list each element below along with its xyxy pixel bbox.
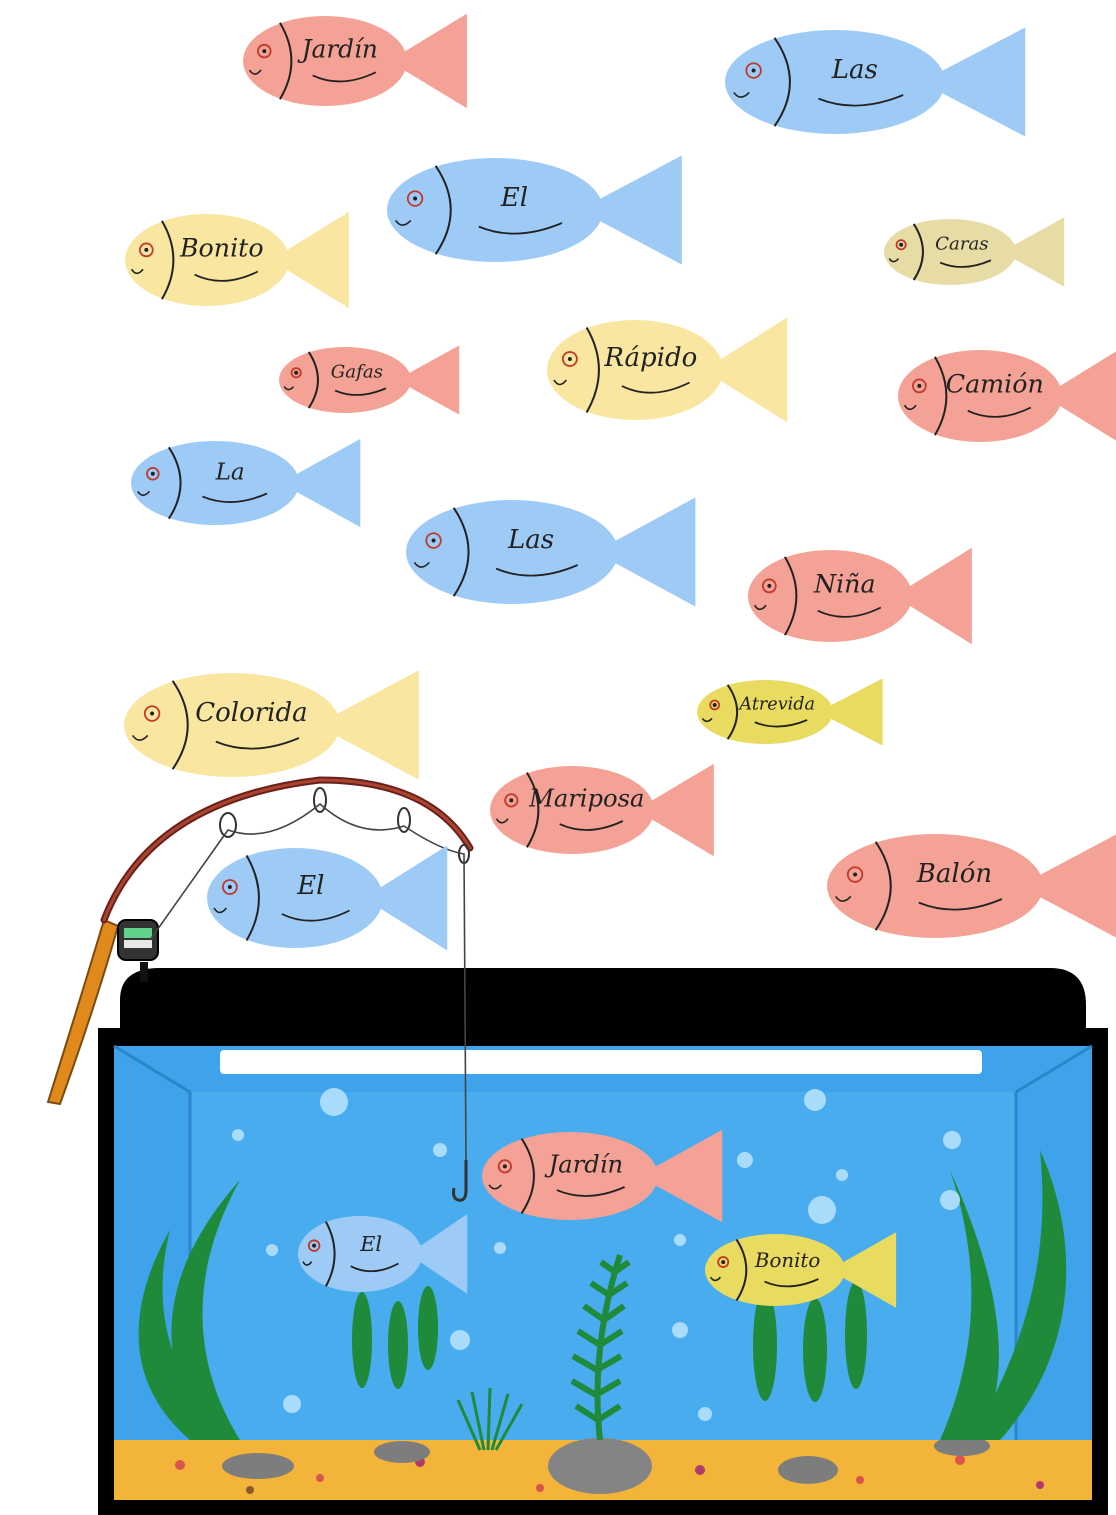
fish-word-label: El (297, 871, 325, 901)
fish-word-label: Camión (945, 369, 1044, 399)
fish-word-label: Rápido (604, 343, 698, 373)
fish-rapido[interactable] (547, 318, 787, 423)
fish-gafas[interactable] (279, 345, 459, 414)
fish-word-label: Bonito (179, 233, 264, 263)
fish-word-label: Jardín (548, 1150, 624, 1179)
fish-word-label: La (215, 459, 245, 486)
fish-el[interactable] (207, 846, 447, 951)
fish-word-label: El (500, 182, 529, 213)
fish-colorida[interactable] (124, 670, 419, 779)
rod-guides (220, 788, 469, 863)
fish-word-label: El (360, 1231, 383, 1256)
rock (374, 1441, 430, 1463)
fish-bonito[interactable] (125, 212, 349, 309)
aquarium-light (220, 1050, 982, 1074)
fish-word-label: Mariposa (529, 784, 645, 813)
fish-body (207, 848, 383, 948)
fish-body (387, 158, 603, 262)
fish-camion[interactable] (898, 348, 1116, 445)
fish-las[interactable] (725, 27, 1025, 136)
fish-caras[interactable] (884, 217, 1064, 286)
fish-word-label: Niña (813, 569, 876, 599)
fish-word-label: Las (831, 54, 878, 85)
fish-atrevida[interactable] (697, 678, 883, 745)
fish-word-label: Las (508, 524, 555, 555)
fish-las[interactable] (406, 497, 695, 606)
fish-word-label: Bonito (754, 1249, 821, 1273)
rock (778, 1456, 838, 1484)
fish-mariposa[interactable] (490, 764, 714, 856)
rock (222, 1453, 294, 1479)
fish-balon[interactable] (827, 831, 1116, 940)
fish-la[interactable] (131, 439, 360, 527)
fish-word-label: Balón (916, 858, 993, 889)
fish-el[interactable] (387, 155, 682, 264)
aquarium-tank (98, 968, 1108, 1515)
fish-word-label: Atrevida (739, 694, 816, 715)
fish-word-label: Gafas (330, 361, 383, 383)
rock (548, 1438, 652, 1494)
fish-nina[interactable] (748, 548, 972, 645)
fish-word-label: Jardín (301, 34, 378, 64)
fish-word-label: Caras (935, 233, 989, 255)
sea-fish-group (124, 14, 1116, 951)
fish-word-label: Colorida (195, 697, 308, 728)
fish-jardin[interactable] (243, 14, 467, 109)
